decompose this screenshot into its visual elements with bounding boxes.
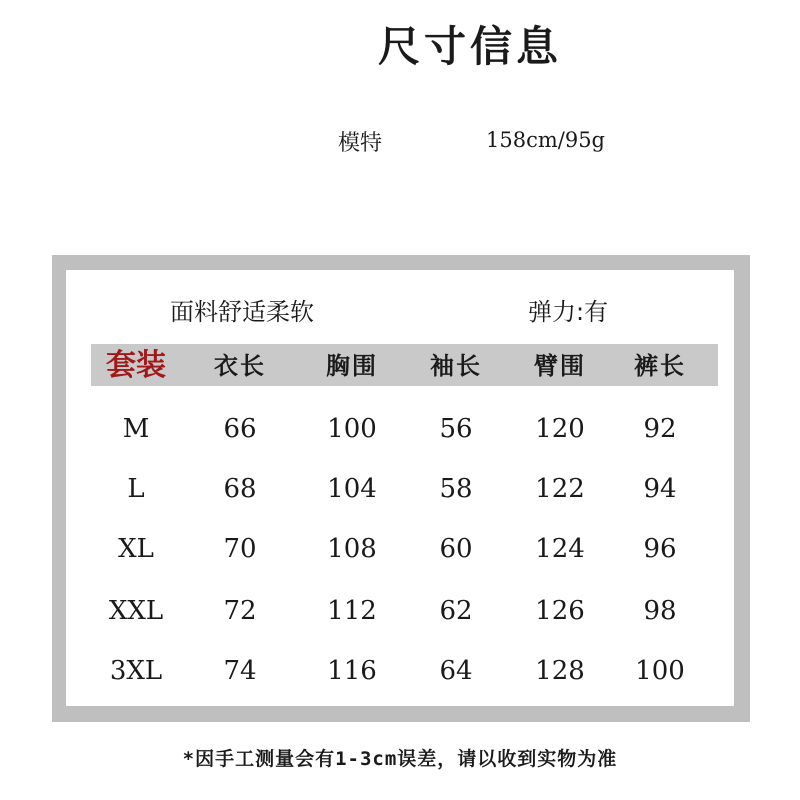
table-cell: 94 <box>643 474 677 504</box>
table-cell: 128 <box>535 656 585 686</box>
table-cell: 60 <box>439 534 473 564</box>
size-label: 3XL <box>109 656 163 686</box>
measurement-note: *因手工测量会有1-3cm误差，请以收到实物为准 <box>182 748 618 770</box>
size-label: L <box>127 474 145 504</box>
table-cell: 92 <box>643 414 677 444</box>
table-cell: 126 <box>535 596 585 626</box>
table-cell: 120 <box>535 414 585 444</box>
size-label: XL <box>118 534 154 564</box>
table-cell: 58 <box>439 474 473 504</box>
size-label: XXL <box>108 596 164 626</box>
table-cell: 98 <box>643 596 677 626</box>
table-cell: 116 <box>327 656 377 686</box>
table-cell: 74 <box>223 656 257 686</box>
elasticity-info: 弹力:有 <box>528 298 609 326</box>
header-sleeve: 袖长 <box>430 351 482 380</box>
table-cell: 122 <box>535 474 585 504</box>
table-cell: 104 <box>327 474 377 504</box>
table-cell: 100 <box>635 656 685 686</box>
table-cell: 68 <box>223 474 257 504</box>
table-cell: 64 <box>439 656 473 686</box>
model-value: 158cm/95g <box>486 128 605 152</box>
header-set: 套装 <box>106 348 166 383</box>
page-title: 尺寸信息 <box>377 22 562 71</box>
header-pants-length: 裤长 <box>634 351 686 380</box>
header-length: 衣长 <box>214 351 266 380</box>
table-cell: 112 <box>327 596 377 626</box>
table-cell: 124 <box>535 534 585 564</box>
table-cell: 96 <box>643 534 677 564</box>
header-chest: 胸围 <box>326 351 378 380</box>
fabric-description: 面料舒适柔软 <box>170 298 314 326</box>
table-cell: 66 <box>223 414 257 444</box>
table-cell: 108 <box>327 534 377 564</box>
header-arm: 臂围 <box>534 351 586 380</box>
model-label: 模特 <box>338 131 383 156</box>
table-cell: 56 <box>439 414 473 444</box>
size-label: M <box>122 414 150 444</box>
table-cell: 62 <box>439 596 473 626</box>
table-cell: 72 <box>223 596 257 626</box>
table-cell: 100 <box>327 414 377 444</box>
table-cell: 70 <box>223 534 257 564</box>
